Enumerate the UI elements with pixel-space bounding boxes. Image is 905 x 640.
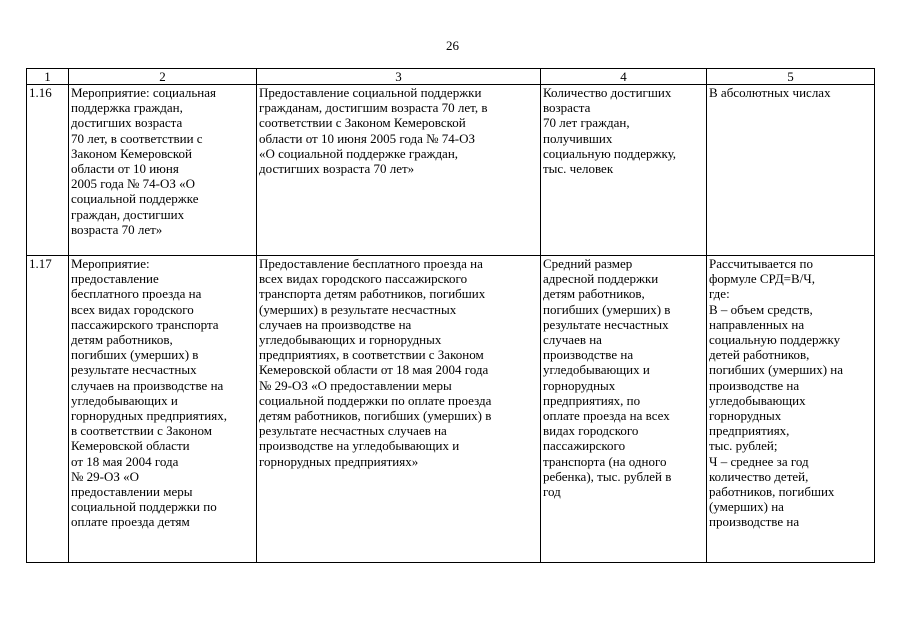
event-cell [69, 256, 257, 563]
row-number: 1.17 [29, 256, 52, 271]
method-cell [707, 256, 875, 563]
indicator-text: Средний размер адресной поддержки детям работников, погибших (умерших) в результате несчастных случаев на производстве на угледобывающих и горнорудных предприятиях, по оплате проезда на всех видах городского пассажирского транспорта (на одного ребенка), тыс. рублей в год [543, 256, 672, 500]
method-cell [707, 85, 875, 256]
document-table [26, 68, 875, 563]
method-text: Рассчитывается по формуле СРД=В/Ч, где: В – объем средств, направленных на социальную поддержку детей работников, погибших (умерших) на производстве на угледобывающих горнорудных предприятиях, тыс. рублей; Ч – среднее за год количество детей, работников, погибших (умерших) на производстве на [709, 256, 844, 530]
description-text: Предоставление социальной поддержки гражданам, достигшим возраста 70 лет, в соответствии с Законом Кемеровской области от 10 июня 2005 года № 74-ОЗ «О социальной поддержке граждан, достигших возраста 70 лет» [259, 85, 488, 177]
indicator-cell [541, 256, 707, 563]
event-text: Мероприятие: социальная поддержка граждан, достигших возраста 70 лет, в соответствии с Законом Кемеровской области от 10 июня 2005 года № 74-ОЗ «О социальной поддержке граждан, достигших возраста 70 лет» [71, 85, 217, 237]
row-number: 1.16 [29, 85, 52, 100]
indicator-cell [541, 85, 707, 256]
table-row [27, 85, 875, 256]
indicator-text: Количество достигших возраста 70 лет граждан, получивших социальную поддержку, тыс. человек [543, 85, 677, 177]
description-text: Предоставление бесплатного проезда на всех видах городского пассажирского транспорта детям работников, погибших (умерших) в результате несчастных случаев на производстве на угледобывающих и горнорудных предприятиях, в соответствии с Законом Кемеровской области от 18 мая 2004 года № 29-ОЗ «О предоставлении меры социальной поддержки по оплате проезда детям работников, погибших (умерших) в результате несчастных случаев на производстве на угледобывающих и горнорудных предприятиях» [259, 256, 492, 469]
row-number-cell [27, 85, 69, 256]
row-number-cell [27, 256, 69, 563]
description-cell [257, 256, 541, 563]
event-text: Мероприятие: предоставление бесплатного проезда на всех видах городского пассажирского транспорта детям работников, погибших (умерших) в результате несчастных случаев на производстве на угледобывающих и горнорудных предприятиях, в соответствии с Законом Кемеровской области от 18 мая 2004 года № 29-ОЗ «О предоставлении меры социальной поддержки по оплате проезда детям [71, 256, 227, 530]
column-header-5: 5 [707, 69, 875, 85]
table-header-row [27, 69, 875, 85]
page-number: 26 [446, 38, 459, 53]
method-text: В абсолютных числах [709, 85, 831, 100]
table-row [27, 256, 875, 563]
event-cell [69, 85, 257, 256]
description-cell [257, 85, 541, 256]
column-header-4: 4 [541, 69, 707, 85]
column-header-1: 1 [27, 69, 69, 85]
column-header-3: 3 [257, 69, 541, 85]
column-header-2: 2 [69, 69, 257, 85]
